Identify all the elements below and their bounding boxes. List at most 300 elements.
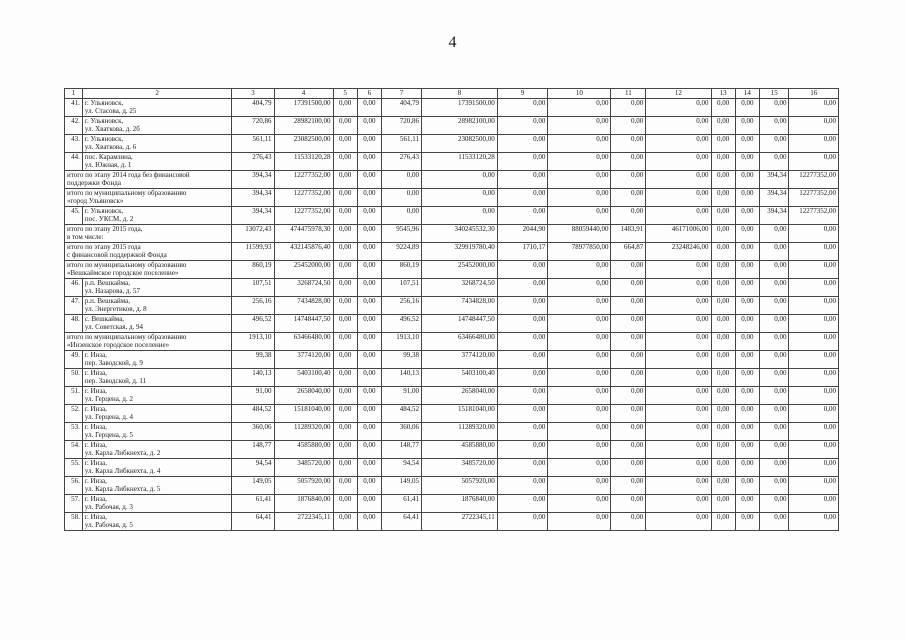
housing-program-table	[64, 88, 839, 531]
cell-col-16: 0,00	[789, 441, 839, 459]
cell-col-13: 0,00	[711, 369, 735, 387]
row-name	[65, 333, 232, 351]
cell-col-16: 0,00	[789, 495, 839, 513]
cell-col-11: 1483,91	[611, 225, 646, 243]
cell-col-8: 7434828,00	[421, 297, 497, 315]
row-name-line: г. Инза,	[84, 423, 107, 431]
cell-col-3: 394,34	[232, 189, 274, 207]
row-name-line: поддержки Фонда	[67, 179, 121, 188]
cell-col-9: 0,00	[497, 351, 548, 369]
row-name-line: ул. Стасова, д. 25	[84, 107, 137, 116]
cell-col-3: 91,00	[232, 387, 274, 405]
cell-col-14: 0,00	[735, 117, 759, 135]
cell-col-12: 0,00	[646, 135, 711, 153]
row-name-line: ул. Назарова, д. 57	[84, 287, 140, 296]
cell-col-11: 0,00	[611, 351, 646, 369]
cell-col-7: 860,19	[381, 261, 421, 279]
row-name	[82, 207, 232, 225]
cell-col-6: 0,00	[357, 513, 381, 531]
column-number-row	[65, 89, 839, 99]
cell-col-10: 0,00	[548, 333, 611, 351]
cell-col-16: 0,00	[789, 477, 839, 495]
cell-col-13: 0,00	[711, 459, 735, 477]
cell-col-6: 0,00	[357, 441, 381, 459]
column-header-2: 2	[82, 89, 232, 99]
row-name	[82, 459, 232, 477]
cell-col-5: 0,00	[333, 423, 357, 441]
column-header-9: 9	[497, 89, 548, 99]
cell-col-11: 0,00	[611, 441, 646, 459]
cell-col-14: 0,00	[735, 513, 759, 531]
cell-col-14: 0,00	[735, 243, 759, 261]
cell-col-4: 432145876,40	[274, 243, 333, 261]
cell-col-4: 12277352,00	[274, 171, 333, 189]
cell-col-10: 0,00	[548, 207, 611, 225]
cell-col-11: 0,00	[611, 495, 646, 513]
cell-col-9: 0,00	[497, 423, 548, 441]
row-name	[65, 243, 232, 261]
cell-col-13: 0,00	[711, 477, 735, 495]
cell-col-8: 15181040,00	[421, 405, 497, 423]
cell-col-11: 0,00	[611, 171, 646, 189]
cell-col-15: 0,00	[759, 351, 788, 369]
cell-col-16: 0,00	[789, 117, 839, 135]
row-name-line: ул. Рабочая, д. 3	[84, 503, 133, 512]
cell-col-10: 0,00	[548, 153, 611, 171]
cell-col-6: 0,00	[357, 135, 381, 153]
table-row	[65, 225, 839, 243]
cell-col-10: 78977850,00	[548, 243, 611, 261]
cell-col-7: 61,41	[381, 495, 421, 513]
table-row	[65, 477, 839, 495]
row-index: 57.	[65, 495, 83, 513]
cell-col-14: 0,00	[735, 99, 759, 117]
column-header-3: 3	[232, 89, 274, 99]
cell-col-13: 0,00	[711, 117, 735, 135]
row-index: 45.	[65, 207, 83, 225]
row-name-line: пер. Заводской, д. 9	[84, 359, 143, 368]
row-index: 48.	[65, 315, 83, 333]
cell-col-9: 1710,17	[497, 243, 548, 261]
cell-col-7: 404,79	[381, 99, 421, 117]
cell-col-15: 0,00	[759, 117, 788, 135]
cell-col-14: 0,00	[735, 171, 759, 189]
cell-col-9: 0,00	[497, 387, 548, 405]
cell-col-6: 0,00	[357, 387, 381, 405]
cell-col-12: 0,00	[646, 333, 711, 351]
cell-col-5: 0,00	[333, 441, 357, 459]
cell-col-14: 0,00	[735, 315, 759, 333]
cell-col-8: 4585880,00	[421, 441, 497, 459]
table-row	[65, 243, 839, 261]
cell-col-7: 91,00	[381, 387, 421, 405]
row-name-line: итого по этапу 2015 года	[67, 243, 141, 251]
column-header-8: 8	[421, 89, 497, 99]
row-name	[82, 135, 232, 153]
cell-col-16: 0,00	[789, 135, 839, 153]
cell-col-9: 0,00	[497, 333, 548, 351]
cell-col-5: 0,00	[333, 405, 357, 423]
cell-col-4: 11533120,28	[274, 153, 333, 171]
column-header-12: 12	[646, 89, 711, 99]
row-name-line: с. Вешкайма,	[84, 315, 125, 323]
cell-col-6: 0,00	[357, 171, 381, 189]
cell-col-12: 0,00	[646, 441, 711, 459]
cell-col-3: 276,43	[232, 153, 274, 171]
cell-col-8: 11289320,00	[421, 423, 497, 441]
cell-col-14: 0,00	[735, 261, 759, 279]
row-name-line: ул. Энергетиков, д. 8	[84, 305, 147, 314]
table-row	[65, 279, 839, 297]
cell-col-14: 0,00	[735, 333, 759, 351]
cell-col-10: 0,00	[548, 387, 611, 405]
cell-col-7: 107,51	[381, 279, 421, 297]
cell-col-16: 0,00	[789, 459, 839, 477]
cell-col-4: 5057920,00	[274, 477, 333, 495]
cell-col-8: 3485720,00	[421, 459, 497, 477]
cell-col-7: 0,00	[381, 207, 421, 225]
row-name-line: пос. УКСМ, д. 2	[84, 215, 134, 224]
row-name	[82, 117, 232, 135]
cell-col-5: 0,00	[333, 459, 357, 477]
cell-col-5: 0,00	[333, 99, 357, 117]
column-header-7: 7	[381, 89, 421, 99]
cell-col-16: 0,00	[789, 243, 839, 261]
cell-col-4: 63466480,00	[274, 333, 333, 351]
cell-col-5: 0,00	[333, 261, 357, 279]
cell-col-12: 0,00	[646, 171, 711, 189]
row-index: 47.	[65, 297, 83, 315]
cell-col-15: 0,00	[759, 153, 788, 171]
table-row	[65, 315, 839, 333]
cell-col-11: 0,00	[611, 513, 646, 531]
cell-col-4: 474475978,30	[274, 225, 333, 243]
cell-col-14: 0,00	[735, 441, 759, 459]
cell-col-16: 0,00	[789, 279, 839, 297]
table-row	[65, 459, 839, 477]
cell-col-4: 23082500,00	[274, 135, 333, 153]
cell-col-12: 0,00	[646, 387, 711, 405]
cell-col-7: 0,00	[381, 189, 421, 207]
cell-col-8: 0,00	[421, 171, 497, 189]
cell-col-6: 0,00	[357, 243, 381, 261]
row-index: 44.	[65, 153, 83, 171]
row-name-line: г. Инза,	[84, 495, 107, 503]
cell-col-5: 0,00	[333, 225, 357, 243]
column-header-11: 11	[611, 89, 646, 99]
cell-col-10: 0,00	[548, 369, 611, 387]
table-row	[65, 189, 839, 207]
cell-col-7: 140,13	[381, 369, 421, 387]
row-name	[82, 477, 232, 495]
cell-col-16: 12277352,00	[789, 171, 839, 189]
cell-col-16: 0,00	[789, 297, 839, 315]
table-row	[65, 441, 839, 459]
cell-col-9: 0,00	[497, 513, 548, 531]
cell-col-4: 14748447,50	[274, 315, 333, 333]
cell-col-15: 0,00	[759, 315, 788, 333]
row-name-line: итого по муниципальному образованию	[67, 261, 187, 269]
row-name-line: итого по муниципальному образованию	[67, 189, 187, 197]
cell-col-7: 99,38	[381, 351, 421, 369]
cell-col-5: 0,00	[333, 171, 357, 189]
cell-col-9: 0,00	[497, 135, 548, 153]
cell-col-16: 0,00	[789, 315, 839, 333]
cell-col-7: 276,43	[381, 153, 421, 171]
cell-col-4: 17391500,00	[274, 99, 333, 117]
row-name-line: г. Инза,	[84, 513, 107, 521]
column-header-15: 15	[759, 89, 788, 99]
row-name-line: ул. Советская, д. 94	[84, 323, 144, 332]
row-name-line: ул. Герцена, д. 2	[84, 395, 133, 404]
row-name-line: р.п. Вешкайма,	[84, 279, 130, 287]
cell-col-4: 3485720,00	[274, 459, 333, 477]
row-name	[65, 261, 232, 279]
row-name	[82, 315, 232, 333]
cell-col-15: 0,00	[759, 405, 788, 423]
cell-col-9: 0,00	[497, 189, 548, 207]
cell-col-13: 0,00	[711, 315, 735, 333]
row-name	[82, 423, 232, 441]
cell-col-7: 561,11	[381, 135, 421, 153]
cell-col-10: 0,00	[548, 171, 611, 189]
cell-col-12: 46171006,00	[646, 225, 711, 243]
cell-col-15: 0,00	[759, 441, 788, 459]
cell-col-10: 88059440,00	[548, 225, 611, 243]
cell-col-15: 0,00	[759, 387, 788, 405]
cell-col-12: 0,00	[646, 369, 711, 387]
column-header-1: 1	[65, 89, 83, 99]
cell-col-13: 0,00	[711, 243, 735, 261]
cell-col-6: 0,00	[357, 477, 381, 495]
cell-col-8: 5057920,00	[421, 477, 497, 495]
cell-col-10: 0,00	[548, 189, 611, 207]
cell-col-12: 0,00	[646, 261, 711, 279]
cell-col-6: 0,00	[357, 333, 381, 351]
cell-col-9: 0,00	[497, 207, 548, 225]
column-header-13: 13	[711, 89, 735, 99]
cell-col-3: 496,52	[232, 315, 274, 333]
cell-col-9: 0,00	[497, 261, 548, 279]
row-name-line: ул. Рабочая, д. 5	[84, 521, 133, 530]
cell-col-5: 0,00	[333, 387, 357, 405]
cell-col-5: 0,00	[333, 513, 357, 531]
column-header-10: 10	[548, 89, 611, 99]
cell-col-5: 0,00	[333, 351, 357, 369]
row-name-line: г. Ульяновск,	[84, 117, 124, 125]
cell-col-8: 28982100,00	[421, 117, 497, 135]
cell-col-9: 0,00	[497, 153, 548, 171]
cell-col-14: 0,00	[735, 135, 759, 153]
cell-col-11: 0,00	[611, 189, 646, 207]
cell-col-6: 0,00	[357, 315, 381, 333]
cell-col-13: 0,00	[711, 441, 735, 459]
table-row	[65, 207, 839, 225]
row-name	[82, 387, 232, 405]
cell-col-13: 0,00	[711, 495, 735, 513]
cell-col-12: 0,00	[646, 423, 711, 441]
cell-col-14: 0,00	[735, 477, 759, 495]
cell-col-15: 0,00	[759, 243, 788, 261]
cell-col-3: 99,38	[232, 351, 274, 369]
cell-col-12: 0,00	[646, 189, 711, 207]
cell-col-10: 0,00	[548, 135, 611, 153]
cell-col-5: 0,00	[333, 189, 357, 207]
cell-col-9: 0,00	[497, 495, 548, 513]
cell-col-11: 0,00	[611, 387, 646, 405]
cell-col-8: 11533120,28	[421, 153, 497, 171]
cell-col-14: 0,00	[735, 279, 759, 297]
cell-col-11: 0,00	[611, 99, 646, 117]
table-row	[65, 351, 839, 369]
row-name-line: ул. Карла Либкнехта, д. 2	[84, 449, 161, 458]
row-name-line: «Инзенское городское поселение»	[67, 341, 170, 350]
cell-col-9: 0,00	[497, 297, 548, 315]
cell-col-12: 0,00	[646, 495, 711, 513]
cell-col-12: 0,00	[646, 279, 711, 297]
cell-col-4: 12277352,00	[274, 189, 333, 207]
row-name-line: итого по муниципальному образованию	[67, 333, 187, 341]
row-name	[82, 279, 232, 297]
row-name-line: в том числе:	[67, 233, 104, 242]
cell-col-7: 148,77	[381, 441, 421, 459]
cell-col-3: 140,13	[232, 369, 274, 387]
row-name-line: итого по этапу 2015 года,	[67, 225, 143, 233]
row-name-line: пос. Карамзина,	[84, 153, 133, 161]
cell-col-9: 0,00	[497, 405, 548, 423]
cell-col-6: 0,00	[357, 117, 381, 135]
cell-col-15: 0,00	[759, 477, 788, 495]
table-row	[65, 153, 839, 171]
table-row	[65, 333, 839, 351]
table-row	[65, 423, 839, 441]
cell-col-7: 484,52	[381, 405, 421, 423]
cell-col-13: 0,00	[711, 405, 735, 423]
column-header-6: 6	[357, 89, 381, 99]
cell-col-10: 0,00	[548, 459, 611, 477]
cell-col-7: 496,52	[381, 315, 421, 333]
row-name-line: ул. Карла Либкнехта, д. 5	[84, 485, 161, 494]
cell-col-9: 0,00	[497, 441, 548, 459]
cell-col-6: 0,00	[357, 297, 381, 315]
cell-col-10: 0,00	[548, 279, 611, 297]
row-index: 49.	[65, 351, 83, 369]
cell-col-10: 0,00	[548, 117, 611, 135]
cell-col-10: 0,00	[548, 495, 611, 513]
row-name-line: ул. Герцена, д. 5	[84, 431, 133, 440]
row-index: 52.	[65, 405, 83, 423]
cell-col-10: 0,00	[548, 297, 611, 315]
table-row	[65, 99, 839, 117]
row-name-line: с финансовой поддержкой Фонда	[67, 251, 167, 260]
cell-col-10: 0,00	[548, 513, 611, 531]
row-name-line: г. Инза,	[84, 459, 107, 467]
cell-col-11: 0,00	[611, 369, 646, 387]
cell-col-7: 0,00	[381, 171, 421, 189]
cell-col-15: 0,00	[759, 297, 788, 315]
cell-col-15: 0,00	[759, 423, 788, 441]
cell-col-3: 61,41	[232, 495, 274, 513]
row-name	[65, 171, 232, 189]
cell-col-3: 107,51	[232, 279, 274, 297]
cell-col-10: 0,00	[548, 441, 611, 459]
cell-col-5: 0,00	[333, 297, 357, 315]
cell-col-6: 0,00	[357, 207, 381, 225]
cell-col-12: 0,00	[646, 459, 711, 477]
cell-col-14: 0,00	[735, 423, 759, 441]
cell-col-3: 394,34	[232, 171, 274, 189]
table-row	[65, 513, 839, 531]
row-index: 46.	[65, 279, 83, 297]
cell-col-9: 2044,90	[497, 225, 548, 243]
row-name-line: «Вешкаймское городское поселение»	[67, 269, 179, 278]
row-index: 41.	[65, 99, 83, 117]
cell-col-4: 11289320,00	[274, 423, 333, 441]
cell-col-15: 0,00	[759, 225, 788, 243]
cell-col-8: 0,00	[421, 189, 497, 207]
cell-col-6: 0,00	[357, 99, 381, 117]
cell-col-5: 0,00	[333, 243, 357, 261]
cell-col-11: 0,00	[611, 261, 646, 279]
row-name-line: итого по этапу 2014 года без финансовой	[67, 171, 190, 179]
cell-col-13: 0,00	[711, 99, 735, 117]
cell-col-14: 0,00	[735, 153, 759, 171]
cell-col-3: 860,19	[232, 261, 274, 279]
row-name-line: ул. Южная, д. 1	[84, 161, 132, 170]
row-name	[82, 153, 232, 171]
cell-col-7: 149,05	[381, 477, 421, 495]
cell-col-13: 0,00	[711, 297, 735, 315]
cell-col-8: 25452000,00	[421, 261, 497, 279]
cell-col-16: 0,00	[789, 387, 839, 405]
cell-col-5: 0,00	[333, 207, 357, 225]
cell-col-4: 3268724,50	[274, 279, 333, 297]
cell-col-16: 0,00	[789, 225, 839, 243]
cell-col-4: 3774120,00	[274, 351, 333, 369]
cell-col-8: 2658040,00	[421, 387, 497, 405]
row-name-line: г. Ульяновск,	[84, 99, 124, 107]
cell-col-13: 0,00	[711, 135, 735, 153]
cell-col-6: 0,00	[357, 405, 381, 423]
cell-col-11: 664,87	[611, 243, 646, 261]
cell-col-8: 5403100,40	[421, 369, 497, 387]
row-name-line: р.п. Вешкайма,	[84, 297, 130, 305]
cell-col-13: 0,00	[711, 333, 735, 351]
table-row	[65, 495, 839, 513]
cell-col-5: 0,00	[333, 279, 357, 297]
cell-col-4: 25452000,00	[274, 261, 333, 279]
cell-col-10: 0,00	[548, 99, 611, 117]
cell-col-11: 0,00	[611, 117, 646, 135]
cell-col-13: 0,00	[711, 171, 735, 189]
table-row	[65, 171, 839, 189]
cell-col-11: 0,00	[611, 279, 646, 297]
cell-col-16: 0,00	[789, 423, 839, 441]
cell-col-8: 1876840,00	[421, 495, 497, 513]
cell-col-15: 394,34	[759, 189, 788, 207]
cell-col-10: 0,00	[548, 405, 611, 423]
cell-col-14: 0,00	[735, 351, 759, 369]
cell-col-15: 394,34	[759, 171, 788, 189]
cell-col-16: 0,00	[789, 513, 839, 531]
cell-col-14: 0,00	[735, 495, 759, 513]
row-index: 51.	[65, 387, 83, 405]
cell-col-15: 394,34	[759, 207, 788, 225]
cell-col-13: 0,00	[711, 279, 735, 297]
cell-col-16: 0,00	[789, 153, 839, 171]
row-name	[65, 225, 232, 243]
cell-col-3: 149,05	[232, 477, 274, 495]
